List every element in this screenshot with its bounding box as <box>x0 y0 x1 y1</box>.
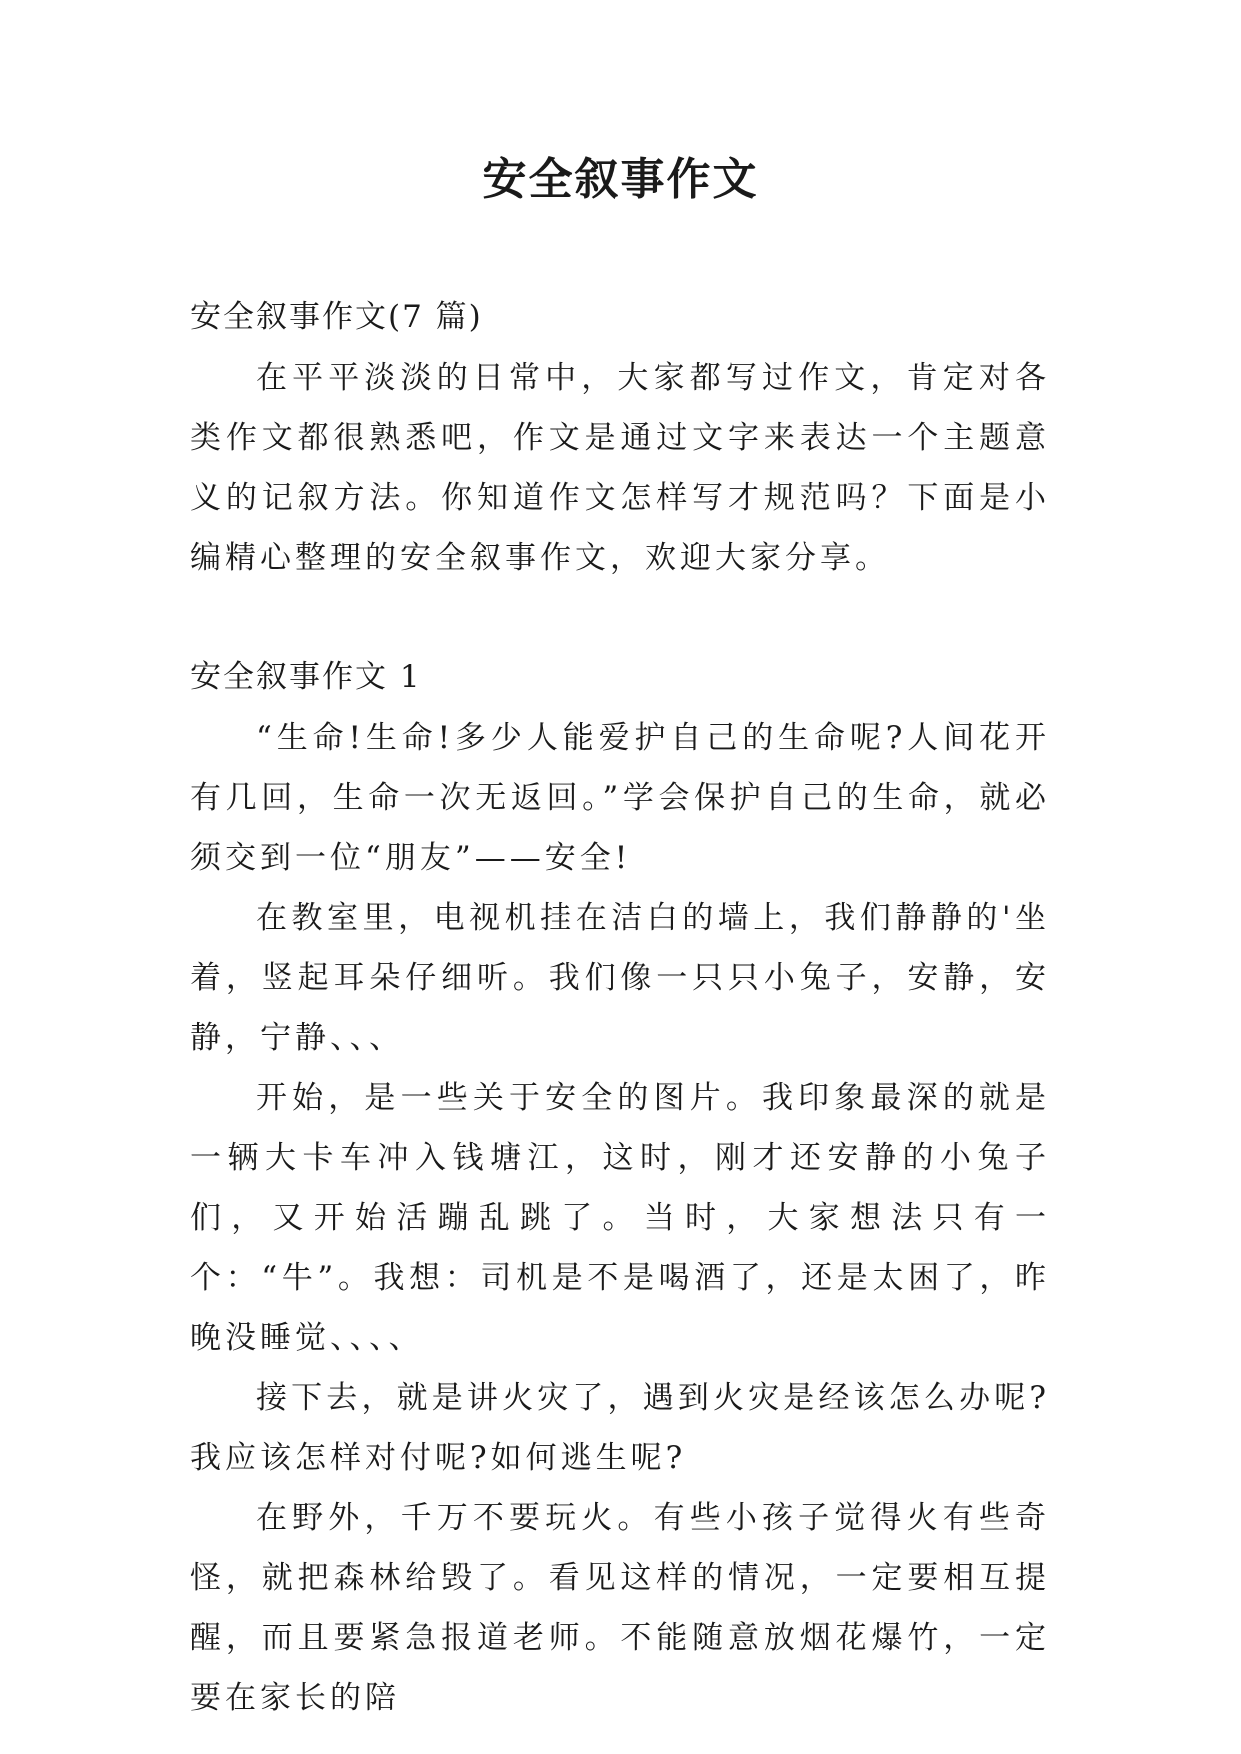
intro-paragraph: 在平平淡淡的日常中，大家都写过作文，肯定对各类作文都很熟悉吧，作文是通过文字来表达一个主题意义的记叙方法。你知道作文怎样写才规范吗？下面是小编精心整理的安全叙事作文，欢迎大家分享。 <box>190 360 1050 576</box>
body-paragraph: “生命!生命!多少人能爱护自己的生命呢?人间花开有几回，生命一次无返回。”学会保护自己的生命，就必须交到一位“朋友”——安全! <box>190 720 1050 876</box>
body-paragraph: 在野外，千万不要玩火。有些小孩子觉得火有些奇怪，就把森林给毁了。看见这样的情况，一定要相互提醒，而且要紧急报道老师。不能随意放烟花爆竹，一定要在家长的陪 <box>190 1500 1050 1716</box>
document-subtitle: 安全叙事作文(7 篇) <box>190 299 483 335</box>
section-heading: 安全叙事作文 1 <box>190 659 422 695</box>
document-title: 安全叙事作文 <box>482 154 759 205</box>
body-paragraph: 在教室里，电视机挂在洁白的墙上，我们静静的'坐着，竖起耳朵仔细听。我们像一只只小兔子，安静，安静，宁静、、、 <box>190 900 1050 1056</box>
section-spacer <box>190 588 1050 650</box>
body-paragraph: 接下去，就是讲火灾了，遇到火灾是经该怎么办呢?我应该怎样对付呢?如何逃生呢? <box>190 1380 1050 1476</box>
body-paragraph: 开始，是一些关于安全的图片。我印象最深的就是一辆大卡车冲入钱塘江，这时，刚才还安静的小兔子们，又开始活蹦乱跳了。当时，大家想法只有一个：“牛”。我想：司机是不是喝酒了，还是太困了，昨晚没睡觉、、、、 <box>190 1080 1050 1356</box>
document-body <box>190 290 1050 1728</box>
